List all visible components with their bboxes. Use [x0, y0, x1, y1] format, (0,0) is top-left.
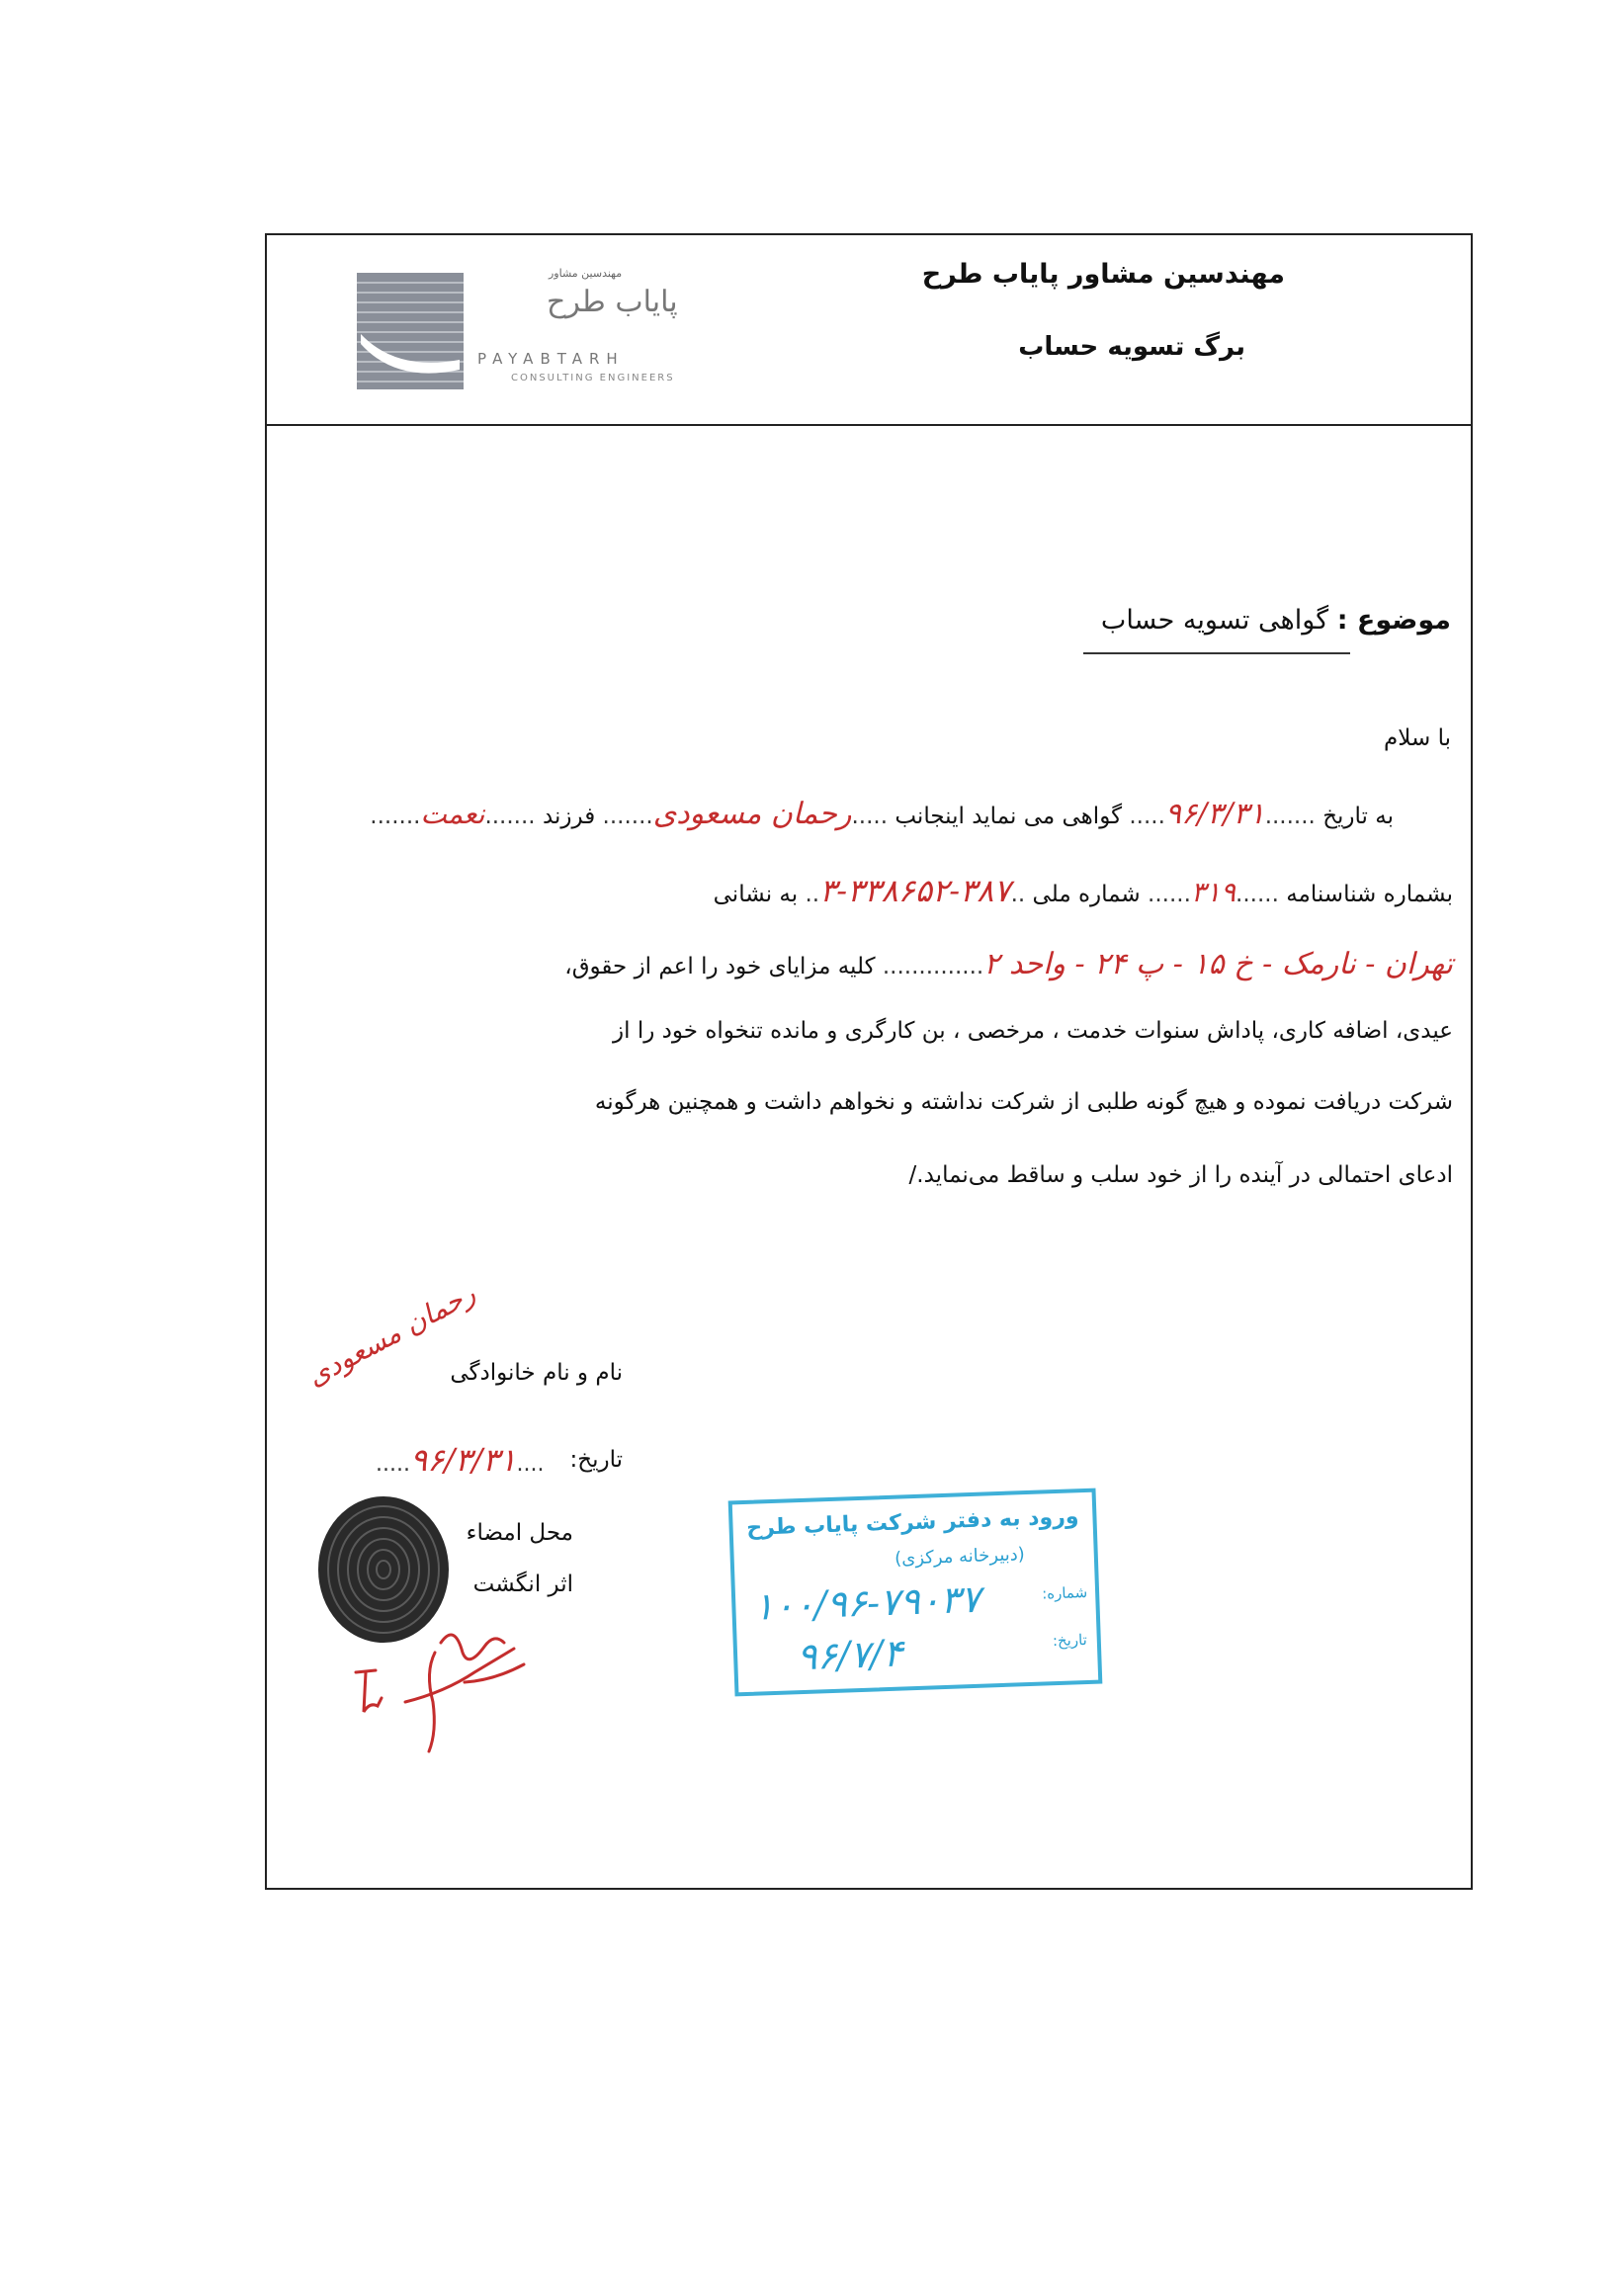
- logo-en-sub: CONSULTING ENGINEERS: [511, 373, 675, 383]
- handwritten-father: نعمت: [420, 798, 485, 830]
- greeting: با سلام: [1384, 725, 1451, 751]
- logo-mark-icon: [357, 273, 464, 389]
- stamp-date-value: ۹۶/۷/۴: [796, 1631, 904, 1679]
- company-name: مهندسین مشاور پایاب طرح: [921, 259, 1285, 290]
- dots: ....: [516, 1452, 545, 1477]
- signature-image: [346, 1613, 544, 1761]
- signature-field-label: محل امضاء: [466, 1520, 573, 1546]
- line2-suffix: به نشانی: [713, 882, 799, 907]
- stamp-date-label: تاریخ:: [1052, 1630, 1088, 1651]
- stamp-subtitle: (دبیرخانه مرکزی): [894, 1544, 1026, 1570]
- stamp-number-label: شماره:: [1041, 1582, 1088, 1603]
- line3-text: کلیه مزایای خود را اعم از حقوق،: [564, 954, 876, 979]
- header-divider: [265, 424, 1473, 426]
- handwritten-signer-name: رحمان مسعودی: [301, 1276, 481, 1394]
- dots: .....: [851, 804, 889, 829]
- body-line-3: [564, 947, 1453, 981]
- line2-prefix: بشماره شناسنامه: [1286, 882, 1453, 907]
- line1-suffix: فرزند: [542, 804, 596, 829]
- handwritten-date: ۹۶/۳/۳۱: [1164, 797, 1265, 831]
- dots: ..............: [882, 954, 984, 979]
- body-line-1: [370, 797, 1394, 831]
- dots: .......: [370, 804, 421, 829]
- body-line-4: عیدی، اضافه کاری، پاداش سنوات خدمت ، مرخصی ، بن کارگری و مانده تنخواه خود را از: [613, 1018, 1453, 1044]
- registry-stamp: [728, 1488, 1103, 1697]
- name-field-label: نام و نام خانوادگی: [450, 1360, 623, 1386]
- thumbprint-field-label: اثر انگشت: [472, 1572, 573, 1597]
- dots: .....: [1129, 804, 1165, 829]
- dots: .....: [376, 1452, 410, 1477]
- handwritten-sign-date: ۹۶/۳/۳۱: [409, 1441, 517, 1479]
- body-line-5: شرکت دریافت نموده و هیچ گونه طلبی از شرکت نداشته و نخواهم داشت و همچنین هرگونه: [594, 1089, 1453, 1115]
- line1-middle: گواهی می نماید اینجانب: [895, 804, 1123, 829]
- company-logo: [351, 267, 707, 395]
- handwritten-address: تهران - نارمک - خ ۱۵ - پ ۲۴ - واحد ۲: [983, 947, 1453, 981]
- dots: ......: [1148, 882, 1191, 907]
- stamp-title: ورود به دفتر شرکت پایاب طرح: [745, 1504, 1079, 1541]
- line2-middle: شماره ملی: [1032, 882, 1141, 907]
- stamp-number-value: ۱۰۰/۹۶-۷۹۰۳۷: [752, 1576, 981, 1629]
- subject-label: موضوع :: [1336, 605, 1451, 636]
- subject-text: گواهی تسویه حساب: [1100, 605, 1329, 636]
- dots: ......: [1236, 882, 1279, 907]
- body-line-6: ادعای احتمالی در آینده را از خود سلب و ساقط می‌نماید./: [908, 1162, 1453, 1188]
- date-field-label: تاریخ:: [569, 1447, 623, 1473]
- line1-prefix: به تاریخ: [1322, 804, 1394, 829]
- handwritten-national-id: ۳۸۷-۳۳۸۶۵۲-۳: [819, 872, 1011, 909]
- handwritten-name: رحمان مسعودی: [652, 797, 852, 831]
- logo-fa-large: پایاب طرح: [547, 285, 678, 319]
- dots: .......: [484, 804, 536, 829]
- handwritten-birth-no: ۳۱۹: [1190, 876, 1236, 908]
- form-title: برگ تسویه حساب: [1018, 332, 1245, 362]
- logo-en-name: PAYABTARH: [477, 350, 625, 368]
- subject-underline: [1083, 652, 1350, 654]
- date-field: [376, 1441, 544, 1479]
- dots: .......: [1264, 804, 1316, 829]
- body-line-2: [714, 872, 1453, 909]
- dots: ..: [1010, 882, 1026, 907]
- dots: ..: [805, 882, 820, 907]
- logo-fa-small: مهندسین مشاور: [549, 267, 623, 280]
- subject-line: [1101, 605, 1451, 636]
- dots: .......: [602, 804, 653, 829]
